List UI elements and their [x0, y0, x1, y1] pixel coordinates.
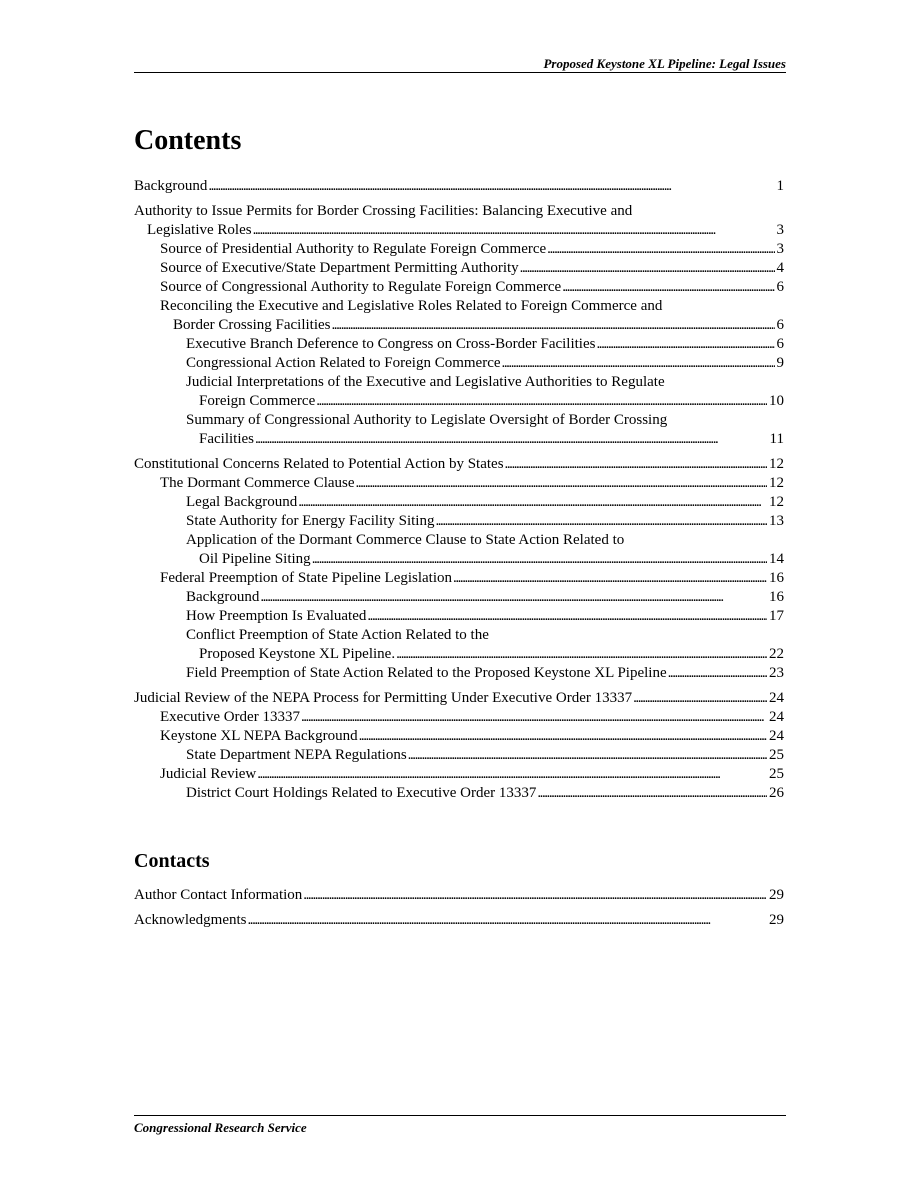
toc-entry[interactable] [134, 607, 784, 626]
entry-title: Source of Presidential Authority to Regulate Foreign Commerce [160, 241, 547, 257]
page-number: 24 [769, 709, 784, 725]
entry-title: Judicial Review of the NEPA Process for Permitting Under Executive Order 13337 [134, 690, 633, 706]
entry-title: Executive Order 13337 [160, 709, 300, 725]
page-number: 25 [769, 766, 784, 782]
entry-title: Background [186, 589, 260, 605]
entry-title-line: Authority to Issue Permits for Border Crossing Facilities: Balancing Executive and [134, 203, 633, 219]
dot-leader [303, 886, 767, 905]
toc-entry[interactable] [134, 278, 784, 297]
dot-leader [356, 474, 767, 493]
page-number: 12 [769, 456, 784, 472]
entry-title: Oil Pipeline Siting [199, 551, 311, 567]
dot-leader [316, 392, 767, 411]
toc-entry[interactable] [134, 240, 784, 259]
page-number: 13 [769, 513, 784, 529]
toc-entry[interactable] [134, 708, 784, 727]
dot-leader [260, 588, 767, 607]
entry-title: Judicial Review [160, 766, 257, 782]
entry-title: State Authority for Energy Facility Siting [186, 513, 435, 529]
dot-leader [520, 259, 775, 278]
toc-entry[interactable] [134, 512, 784, 531]
page-number: 23 [769, 665, 784, 681]
entry-title: Source of Congressional Authority to Regulate Foreign Commerce [160, 279, 562, 295]
entry-title: Congressional Action Related to Foreign Commerce [186, 355, 501, 371]
page-footer: Congressional Research Service [134, 1120, 307, 1135]
page-number: 6 [776, 317, 784, 333]
toc-entry[interactable] [134, 474, 784, 493]
entry-title: Source of Executive/State Department Permitting Authority [160, 260, 519, 276]
dot-leader [332, 316, 775, 335]
contacts-list [134, 886, 784, 930]
dot-leader [396, 645, 767, 664]
dot-leader [562, 278, 774, 297]
dot-leader [505, 455, 767, 474]
page-number: 24 [769, 728, 784, 744]
dot-leader [257, 765, 767, 784]
contact-entry[interactable] [134, 911, 784, 930]
footer-divider [134, 1115, 786, 1116]
entry-title: Author Contact Information [134, 887, 303, 903]
toc-entry[interactable] [134, 689, 784, 708]
entry-title: Acknowledgments [134, 912, 247, 928]
entry-title: Keystone XL NEPA Background [160, 728, 358, 744]
entry-title: Legislative Roles [147, 222, 252, 238]
page-number: 3 [776, 222, 784, 238]
toc-entry[interactable] [134, 569, 784, 588]
contacts-heading: Contacts [134, 850, 210, 872]
dot-leader [367, 607, 767, 626]
entry-title: How Preemption Is Evaluated [186, 608, 367, 624]
page-number: 6 [776, 279, 784, 295]
toc-entry[interactable] [134, 588, 784, 607]
page-number: 24 [769, 690, 784, 706]
dot-leader [596, 335, 774, 354]
page-number: 29 [769, 887, 784, 903]
contents-heading: Contents [134, 125, 242, 156]
toc-entry[interactable] [134, 202, 784, 240]
toc-entry[interactable] [134, 727, 784, 746]
toc-entry[interactable] [134, 297, 784, 335]
page-number: 29 [769, 912, 784, 928]
entry-title: The Dormant Commerce Clause [160, 475, 355, 491]
toc-entry[interactable] [134, 493, 784, 512]
toc-entry[interactable] [134, 784, 784, 803]
entry-title: Proposed Keystone XL Pipeline. [199, 646, 396, 662]
toc-entry[interactable] [134, 531, 784, 569]
page-number: 25 [769, 747, 784, 763]
dot-leader [633, 689, 767, 708]
entry-title-line: Judicial Interpretations of the Executive and Legislative Authorities to Regulate [186, 374, 665, 390]
entry-title: State Department NEPA Regulations [186, 747, 407, 763]
toc-entry[interactable] [134, 177, 784, 196]
entry-title: Federal Preemption of State Pipeline Legislation [160, 570, 453, 586]
entry-title: Executive Branch Deference to Congress on Cross-Border Facilities [186, 336, 596, 352]
dot-leader [359, 727, 767, 746]
toc-entry[interactable] [134, 455, 784, 474]
dot-leader [408, 746, 767, 765]
page-number: 12 [769, 494, 784, 510]
running-header: Proposed Keystone XL Pipeline: Legal Issues [543, 56, 786, 71]
page-number: 1 [776, 178, 784, 194]
dot-leader [312, 550, 767, 569]
contact-entry[interactable] [134, 886, 784, 905]
entry-title: Constitutional Concerns Related to Potential Action by States [134, 456, 504, 472]
dot-leader [435, 512, 767, 531]
page-number: 4 [776, 260, 784, 276]
dot-leader [247, 911, 767, 930]
dot-leader [208, 177, 774, 196]
toc-entry[interactable] [134, 373, 784, 411]
entry-title: Foreign Commerce [199, 393, 316, 409]
entry-title: Background [134, 178, 208, 194]
page-number: 10 [769, 393, 784, 409]
page-number: 16 [769, 589, 784, 605]
entry-title-line: Application of the Dormant Commerce Clause to State Action Related to [186, 532, 625, 548]
dot-leader [547, 240, 774, 259]
dot-leader [537, 784, 767, 803]
page-number: 12 [769, 475, 784, 491]
entry-title: Field Preemption of State Action Related to the Proposed Keystone XL Pipeline [186, 665, 667, 681]
entry-title-line: Reconciling the Executive and Legislative Roles Related to Foreign Commerce and [160, 298, 663, 314]
page-number: 26 [769, 785, 784, 801]
page-number: 14 [769, 551, 784, 567]
dot-leader [253, 221, 775, 240]
dot-leader [255, 430, 768, 449]
toc-entry[interactable] [134, 626, 784, 664]
entry-title: Facilities [199, 431, 254, 447]
entry-title: Legal Background [186, 494, 298, 510]
page-number: 3 [776, 241, 784, 257]
toc-entry[interactable] [134, 664, 784, 683]
page-number: 22 [769, 646, 784, 662]
page-number: 11 [769, 431, 784, 447]
header-divider [134, 72, 786, 73]
page-number: 6 [776, 336, 784, 352]
page-number: 17 [769, 608, 784, 624]
entry-title: District Court Holdings Related to Executive Order 13337 [186, 785, 537, 801]
entry-title-line: Summary of Congressional Authority to Legislate Oversight of Border Crossing [186, 412, 668, 428]
dot-leader [502, 354, 775, 373]
table-of-contents [134, 177, 784, 803]
toc-entry[interactable] [134, 354, 784, 373]
dot-leader [301, 708, 767, 727]
page-number: 16 [769, 570, 784, 586]
toc-entry[interactable] [134, 335, 784, 354]
toc-entry[interactable] [134, 259, 784, 278]
toc-entry[interactable] [134, 746, 784, 765]
toc-entry[interactable] [134, 411, 784, 449]
dot-leader [668, 664, 767, 683]
dot-leader [298, 493, 767, 512]
entry-title: Border Crossing Facilities [173, 317, 331, 333]
toc-entry[interactable] [134, 765, 784, 784]
dot-leader [453, 569, 767, 588]
page-number: 9 [776, 355, 784, 371]
entry-title-line: Conflict Preemption of State Action Related to the [186, 627, 489, 643]
